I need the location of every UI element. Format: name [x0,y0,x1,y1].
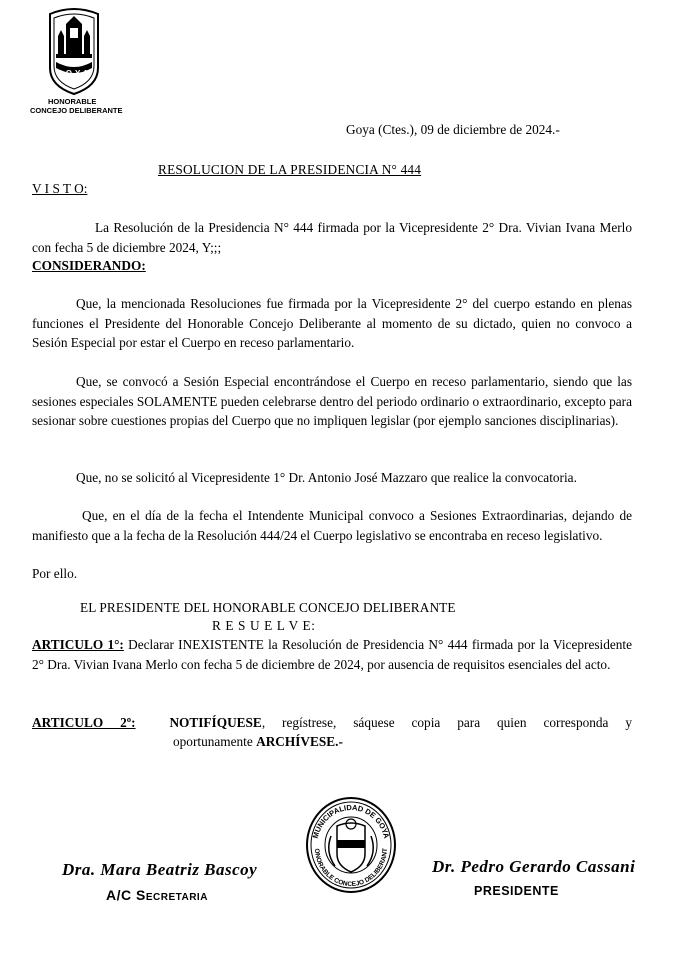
left-signature-role-text: A/C Secretaria [106,887,208,903]
right-signature-name: Dr. Pedro Gerardo Cassani [432,857,636,876]
articulo-1-text: Declarar INEXISTENTE la Resolución de Presidencia N° 444 firmada por la Vicepresidente 2° Dra. Vivian Ivana Merlo con fecha 5 de diciembre de 2024, por ausencia de requisitos esenciales del acto. [32,637,633,672]
considerando-paragraph-1: Que, la mencionada Resoluciones fue firmada por la Vicepresidente 2° del cuerpo estando en plenas funciones el Presidente del Honorable Concejo Deliberante al momento de su dictado, quien no convoco a Sesión Especial por estar el Cuerpo en receso parlamentario. [32,296,632,350]
seal-top-text: MUNICIPALIDAD DE GOYA [310,802,392,840]
date-line: Goya (Ctes.), 09 de diciembre de 2024.- [346,122,560,137]
left-signature-role [106,887,208,903]
resolution-title: RESOLUCION DE LA PRESIDENCIA N° 444 [158,162,422,177]
articulo-2-notifiquese: NOTIFÍQUESE [169,715,262,730]
considerando-heading: CONSIDERANDO: [32,258,146,273]
logo-text: GOYA [56,69,92,78]
municipal-seal [305,796,397,894]
visto-heading: V I S T O: [32,181,88,196]
articulo-2-middle: , regístrese, sáquese copia para quien corresponda y [261,715,633,730]
articulo-2-line2-start: oportunamente [173,734,257,749]
visto-text-content: La Resolución de la Presidencia N° 444 firmada por la Vicepresidente 2° Dra. Vivian Ivana Merlo con fecha 5 de diciembre 2024, Y;;; [32,220,632,255]
seal-icon [305,796,397,894]
coat-of-arms-icon [44,6,104,98]
considerando-paragraph-3: Que, no se solicitó al Vicepresidente 1° Dr. Antonio José Mazzaro que realice la convocatoria. [76,470,577,485]
articulo-2-end: .- [335,734,343,749]
right-signature-role: PRESIDENTE [474,884,559,898]
left-signature-name: Dra. Mara Beatriz Bascoy [62,860,258,879]
org-name-line1: HONORABLE [48,97,97,106]
org-name-line2: CONCEJO DELIBERANTE [30,106,123,115]
considerando-paragraph-4: Que, en el día de la fecha el Intendente Municipal convoco a Sesiones Extraordinarias, dejando de manifiesto que a la fecha de la Resolución 444/24 el Cuerpo legislativo se encontraba en receso legislativo. [32,508,632,543]
articulo-2-label: ARTICULO 2º: [32,715,136,730]
resuelve-heading: R E S U E L V E: [212,618,316,633]
articulo-2-line2 [173,732,343,752]
articulo-2-archivese: ARCHÍVESE [256,734,336,749]
considerando-paragraph-5: Por ello. [32,566,78,581]
seal-bottom-text: ONORABLE CONCEJO DELIBERANT [312,847,390,889]
articulo-2-line1 [32,713,632,733]
visto-text [32,218,632,257]
council-logo [44,6,104,98]
president-heading: EL PRESIDENTE DEL HONORABLE CONCEJO DELIBERANTE [80,600,456,615]
articulo-1 [32,635,632,674]
articulo-1-label: ARTICULO 1°: [32,637,124,652]
considerando-paragraph-2: Que, se convocó a Sesión Especial encontrándose el Cuerpo en receso parlamentario, siendo que las sesiones especiales SOLAMENTE pueden celebrarse dentro del periodo ordinario o extraordinario, excepto para sesionar sobre cuestiones propias del Cuerpo que no impliquen legislar (por ejemplo sanciones disciplinarias). [32,374,632,428]
